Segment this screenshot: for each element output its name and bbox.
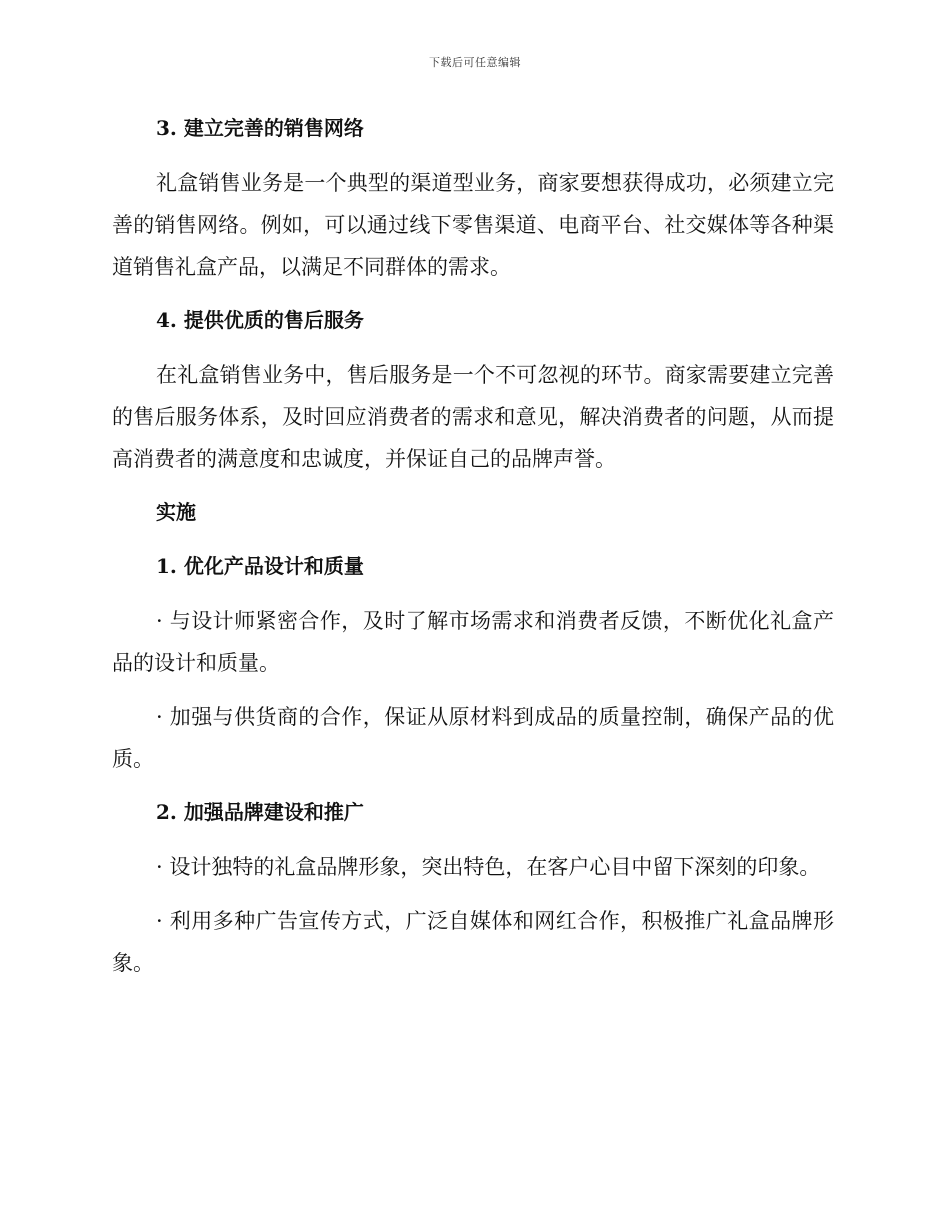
section-heading-sales-network: 3. 建立完善的销售网络	[156, 116, 364, 140]
bullet-designer-cooperation: · 与设计师紧密合作，及时了解市场需求和消费者反馈，不断优化礼盒产品的设计和质量。	[112, 609, 834, 675]
bullet-advertising: · 利用多种广告宣传方式，广泛自媒体和网红合作，积极推广礼盒品牌形象。	[112, 909, 834, 975]
subheading-brand-building: 2. 加强品牌建设和推广	[156, 800, 364, 824]
paragraph-sales-network: 礼盒销售业务是一个典型的渠道型业务，商家要想获得成功，必须建立完善的销售网络。例如，可以通过线下零售渠道、电商平台、社交媒体等各种渠道销售礼盒产品，以满足不同群体的需求。	[112, 171, 834, 279]
bullet-brand-image: · 设计独特的礼盒品牌形象，突出特色，在客户心目中留下深刻的印象。	[156, 855, 821, 879]
bullet-supplier-cooperation: · 加强与供货商的合作，保证从原材料到成品的质量控制，确保产品的优质。	[112, 705, 834, 771]
section-heading-implementation: 实施	[156, 500, 196, 524]
paragraph-after-sales: 在礼盒销售业务中，售后服务是一个不可忽视的环节。商家需要建立完善的售后服务体系，及时回应消费者的需求和意见，解决消费者的问题，从而提高消费者的满意度和忠诚度，并保证自己的品牌声誉。	[112, 363, 834, 471]
header-note: 下载后可任意编辑	[429, 56, 521, 69]
section-heading-after-sales: 4. 提供优质的售后服务	[156, 308, 364, 332]
subheading-product-design: 1. 优化产品设计和质量	[156, 554, 364, 578]
document-body	[112, 108, 834, 996]
